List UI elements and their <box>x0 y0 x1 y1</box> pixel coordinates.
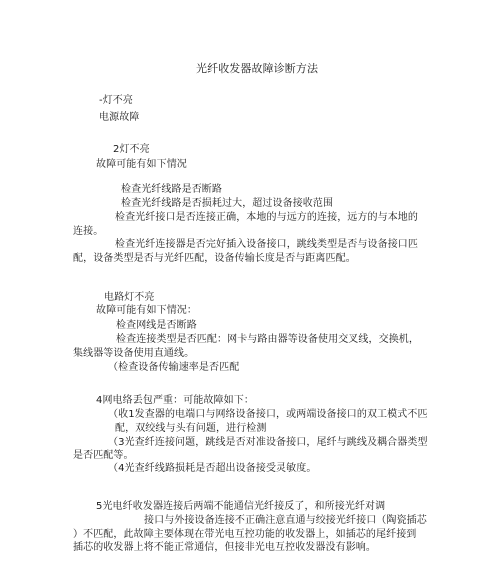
paragraph-line: （收1发查器的电端口与网络设备接口，或两端设备接口的双工模式不匹 <box>108 409 428 420</box>
section-light-off: -灯不亮 <box>99 95 134 106</box>
section-no-communication: 5光电纤收发器连接后两端不能通信光纤接反了，和所接光纤对调 <box>96 501 386 512</box>
power-fault: 电源故障 <box>99 112 140 123</box>
document-title: 光纤收发器故障诊断方法 <box>196 62 319 75</box>
paragraph-line: ）不匹配，此故障主要体现在带光电互控功能的收发器上，如插芯的尾纤接到 <box>73 529 417 540</box>
paragraph-line: （检查设备传输速率是否匹配 <box>108 362 240 373</box>
paragraph-line: 检查光纤接口是否连接正确，本地的与远方的连接，远方的与本地的 <box>115 212 418 223</box>
paragraph-line: 检查光纤线路是否损耗过大，超过设备接收范围 <box>121 198 334 209</box>
section-packet-loss: 4网电络丢包严重：可能故障如下： <box>96 395 254 406</box>
possible-faults-heading: 故障可能有如下情况： <box>96 305 197 316</box>
paragraph-line: （3光查纤连接问题，跳线是否对准设备接口，尾纤与跳线及耦合器类型 <box>108 437 428 448</box>
paragraph-line: （4光查纤线路损耗是否超出设备接受灵敏度。 <box>108 463 317 474</box>
paragraph-line: 连接。 <box>73 226 104 237</box>
paragraph-line: 检查网线是否断路 <box>116 320 197 331</box>
section-circuit-light: 电路灯不亮 <box>104 292 155 303</box>
paragraph-line: 接口与外接设备连接不正确注意直通与绞接光纤接口（陶瓷插芯 <box>144 515 427 526</box>
paragraph-line: 检查连接类型是否匹配：网卡与路由器等设备使用交叉线，交换机， <box>116 334 419 345</box>
paragraph-line: 插芯的收发器上将不能正常通信，但接非光电互控收发器没有影响。 <box>73 542 376 553</box>
section-2-light-off: 2灯不亮 <box>113 144 150 155</box>
possible-faults-heading: 故障可能有如下情况 <box>96 159 187 170</box>
paragraph-line: 集线器等设备使用直通线。 <box>73 348 195 359</box>
paragraph-line: 配，设备类型是否与光纤匹配，设备传输长度是否与距离匹配。 <box>73 253 356 264</box>
paragraph-line: 检查光纤连接器是否完好插入设备接口，跳线类型是否与设备接口匹 <box>115 239 418 250</box>
paragraph-line: 是否匹配等。 <box>73 450 134 461</box>
paragraph-line: 检查光纤线路是否断路 <box>121 184 222 195</box>
paragraph-line: 配，双绞线与头有问题，进行检测 <box>115 423 267 434</box>
